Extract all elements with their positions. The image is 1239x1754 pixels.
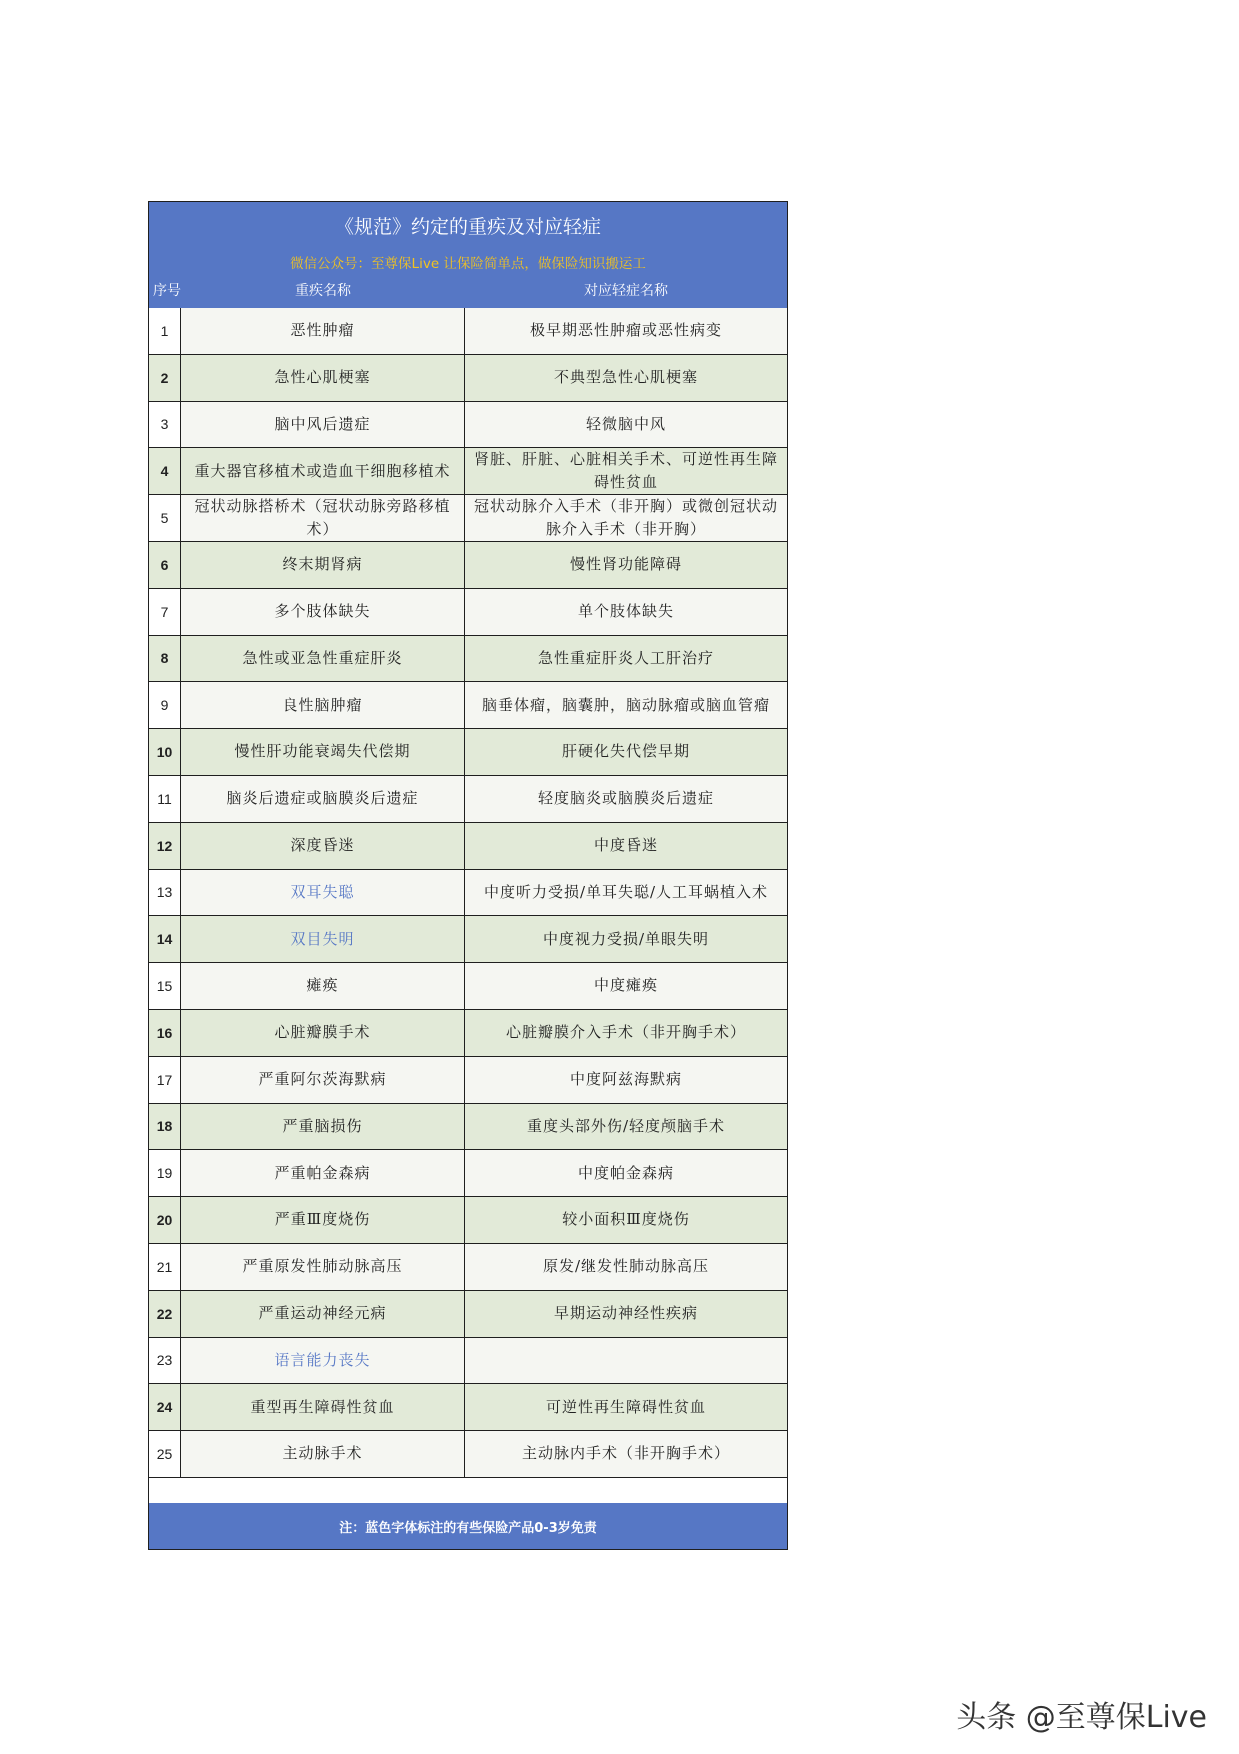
row-number: 8 [149, 636, 181, 682]
table-row [149, 1384, 787, 1431]
minor-disease-name: 极早期恶性肿瘤或恶性病变 [465, 308, 787, 354]
row-number: 23 [149, 1338, 181, 1384]
row-number: 18 [149, 1104, 181, 1150]
major-disease-name: 严重阿尔茨海默病 [181, 1057, 465, 1103]
major-disease-name: 急性或亚急性重症肝炎 [181, 636, 465, 682]
row-number: 5 [149, 495, 181, 541]
table-row [149, 1244, 787, 1291]
major-disease-name: 严重帕金森病 [181, 1150, 465, 1196]
major-disease-name: 主动脉手术 [181, 1431, 465, 1477]
major-disease-name: 重型再生障碍性贫血 [181, 1384, 465, 1430]
table-row [149, 776, 787, 823]
row-number: 10 [149, 729, 181, 775]
minor-disease-name: 冠状动脉介入手术（非开胸）或微创冠状动脉介入手术（非开胸） [465, 495, 787, 541]
minor-disease-name: 中度阿兹海默病 [465, 1057, 787, 1103]
minor-disease-name: 中度昏迷 [465, 823, 787, 869]
major-disease-name: 急性心肌梗塞 [181, 355, 465, 401]
table-header [149, 202, 787, 308]
major-disease-name: 良性脑肿瘤 [181, 682, 465, 728]
table-title: 《规范》约定的重疾及对应轻症 [334, 216, 601, 238]
minor-disease-name: 早期运动神经性疾病 [465, 1291, 787, 1337]
major-disease-name: 慢性肝功能衰竭失代偿期 [181, 729, 465, 775]
table-row [149, 448, 787, 495]
major-disease-name: 多个肢体缺失 [181, 589, 465, 635]
minor-disease-name: 单个肢体缺失 [465, 589, 787, 635]
minor-disease-name: 中度视力受损/单眼失明 [465, 916, 787, 962]
row-number: 19 [149, 1150, 181, 1196]
minor-disease-name: 心脏瓣膜介入手术（非开胸手术） [465, 1010, 787, 1056]
minor-disease-name: 肾脏、肝脏、心脏相关手术、可逆性再生障碍性贫血 [465, 448, 787, 494]
major-disease-name: 终末期肾病 [181, 542, 465, 588]
table-row [149, 589, 787, 636]
row-number: 2 [149, 355, 181, 401]
table-row [149, 402, 787, 449]
row-number: 3 [149, 402, 181, 448]
row-number: 20 [149, 1197, 181, 1243]
major-disease-name: 语言能力丧失 [181, 1338, 465, 1384]
minor-disease-name: 急性重症肝炎人工肝治疗 [465, 636, 787, 682]
watermark: 头条 @至尊保Live [956, 1700, 1207, 1735]
minor-disease-name: 不典型急性心肌梗塞 [465, 355, 787, 401]
table-row [149, 1150, 787, 1197]
minor-disease-name: 中度听力受损/单耳失聪/人工耳蜗植入术 [465, 870, 787, 916]
major-disease-name: 冠状动脉搭桥术（冠状动脉旁路移植术） [181, 495, 465, 541]
table-row [149, 729, 787, 776]
table-body [149, 308, 787, 1478]
table-row [149, 1057, 787, 1104]
minor-disease-name: 中度瘫痪 [465, 963, 787, 1009]
row-number: 12 [149, 823, 181, 869]
major-disease-name: 严重脑损伤 [181, 1104, 465, 1150]
row-number: 22 [149, 1291, 181, 1337]
table-subtitle: 微信公众号：至尊保Live 让保险简单点，做保险知识搬运工 [290, 256, 646, 272]
table-row [149, 823, 787, 870]
table-row [149, 355, 787, 402]
table-row [149, 916, 787, 963]
column-header-minor: 对应轻症名称 [584, 283, 668, 299]
row-number: 6 [149, 542, 181, 588]
row-number: 14 [149, 916, 181, 962]
table-row [149, 963, 787, 1010]
column-header-major: 重疾名称 [295, 283, 351, 299]
major-disease-name: 严重Ⅲ度烧伤 [181, 1197, 465, 1243]
minor-disease-name: 肝硬化失代偿早期 [465, 729, 787, 775]
table-row [149, 1291, 787, 1338]
column-header-no: 序号 [153, 283, 181, 299]
row-number: 4 [149, 448, 181, 494]
row-number: 15 [149, 963, 181, 1009]
major-disease-name: 重大器官移植术或造血干细胞移植术 [181, 448, 465, 494]
row-number: 21 [149, 1244, 181, 1290]
row-number: 7 [149, 589, 181, 635]
minor-disease-name: 主动脉内手术（非开胸手术） [465, 1431, 787, 1477]
major-disease-name: 双耳失聪 [181, 870, 465, 916]
major-disease-name: 深度昏迷 [181, 823, 465, 869]
minor-disease-name: 慢性肾功能障碍 [465, 542, 787, 588]
table-row [149, 542, 787, 589]
minor-disease-name: 原发/继发性肺动脉高压 [465, 1244, 787, 1290]
table-row [149, 1197, 787, 1244]
major-disease-name: 严重运动神经元病 [181, 1291, 465, 1337]
table-footnote: 注：蓝色字体标注的有些保险产品0-3岁免责 [149, 1503, 787, 1549]
major-disease-name: 脑中风后遗症 [181, 402, 465, 448]
row-number: 13 [149, 870, 181, 916]
row-number: 17 [149, 1057, 181, 1103]
row-number: 16 [149, 1010, 181, 1056]
major-disease-name: 心脏瓣膜手术 [181, 1010, 465, 1056]
minor-disease-name: 中度帕金森病 [465, 1150, 787, 1196]
major-disease-name: 脑炎后遗症或脑膜炎后遗症 [181, 776, 465, 822]
minor-disease-name [465, 1338, 787, 1384]
row-number: 24 [149, 1384, 181, 1430]
row-number: 9 [149, 682, 181, 728]
table-row [149, 495, 787, 542]
minor-disease-name: 可逆性再生障碍性贫血 [465, 1384, 787, 1430]
row-number: 25 [149, 1431, 181, 1477]
minor-disease-name: 重度头部外伤/轻度颅脑手术 [465, 1104, 787, 1150]
disease-table [148, 201, 788, 1550]
major-disease-name: 恶性肿瘤 [181, 308, 465, 354]
minor-disease-name: 轻度脑炎或脑膜炎后遗症 [465, 776, 787, 822]
table-row [149, 636, 787, 683]
major-disease-name: 瘫痪 [181, 963, 465, 1009]
table-row [149, 308, 787, 355]
table-row [149, 870, 787, 917]
minor-disease-name: 轻微脑中风 [465, 402, 787, 448]
table-row [149, 1104, 787, 1151]
table-row [149, 1338, 787, 1385]
row-number: 11 [149, 776, 181, 822]
minor-disease-name: 较小面积Ⅲ度烧伤 [465, 1197, 787, 1243]
table-row [149, 1431, 787, 1478]
minor-disease-name: 脑垂体瘤，脑囊肿，脑动脉瘤或脑血管瘤 [465, 682, 787, 728]
table-row [149, 1010, 787, 1057]
row-number: 1 [149, 308, 181, 354]
major-disease-name: 双目失明 [181, 916, 465, 962]
table-row [149, 682, 787, 729]
major-disease-name: 严重原发性肺动脉高压 [181, 1244, 465, 1290]
